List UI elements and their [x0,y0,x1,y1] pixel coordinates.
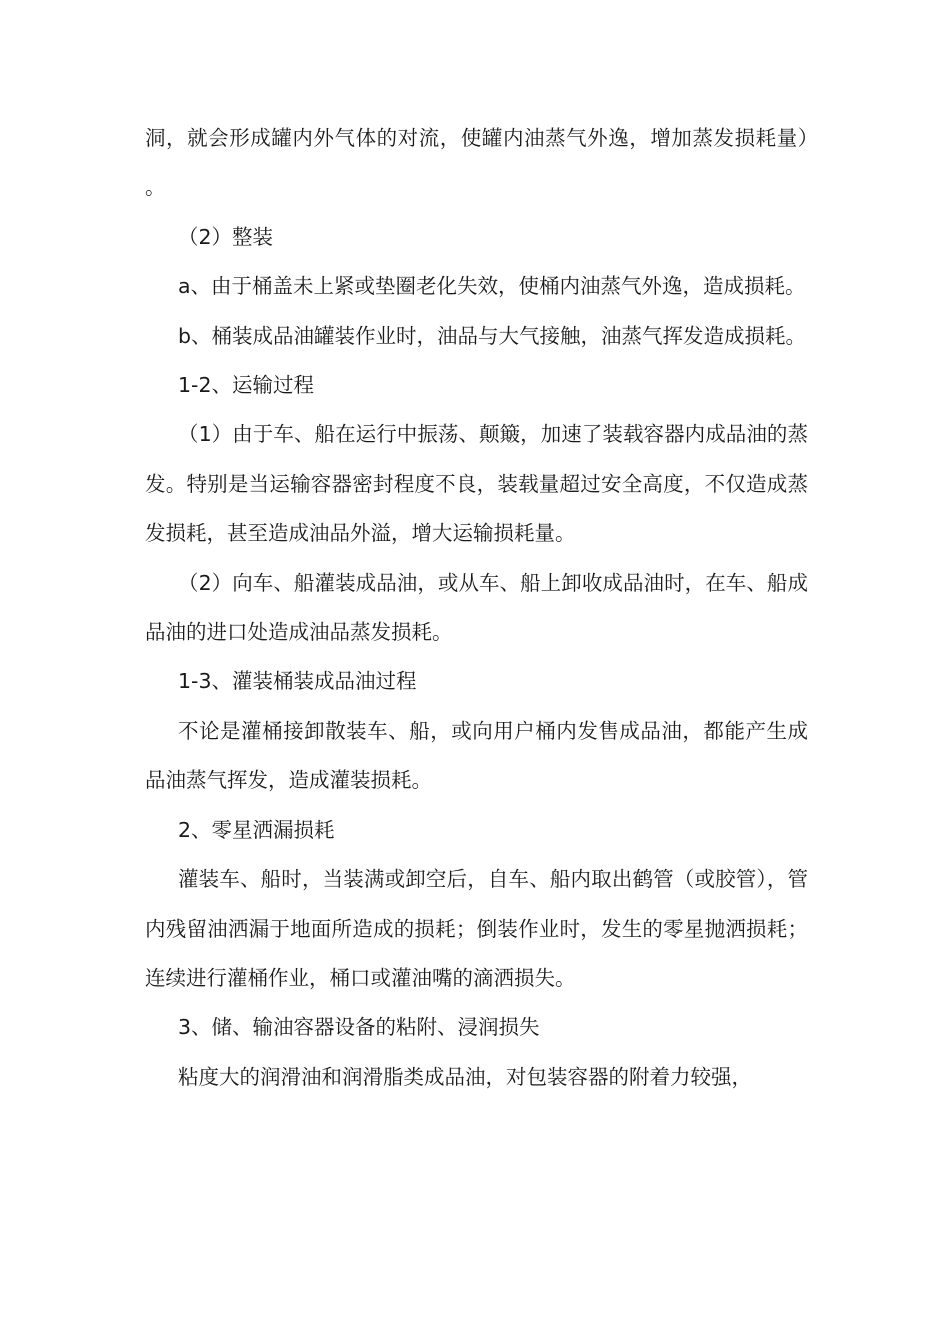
paragraph-item-a: a、由于桶盖未上紧或垫圈老化失效，使桶内油蒸气外逸，造成损耗。 [178,274,806,299]
heading-barrel-filling: 1-3、灌装桶装成品油过程 [178,669,417,694]
heading-transport-process: 1-2、运输过程 [178,373,314,398]
paragraph-spill-loss: 灌装车、船时，当装满或卸空后，自车、船内取出鹤管（或胶管），管内残留油洒漏于地面所造成的损耗；倒装作业时，发生的零星抛洒损耗；连续进行灌桶作业，桶口或灌油嘴的滴洒损失。 [145,867,808,990]
paragraph-adhesion-loss: 粘度大的润滑油和润滑脂类成品油，对包装容器的附着力较强， [178,1064,752,1089]
paragraph-transport-1: （1）由于车、船在运行中振荡、颠簸，加速了装载容器内成品油的蒸发。特别是当运输容器密封程度不良，装载量超过安全高度，不仅造成蒸发损耗，甚至造成油品外溢，增大运输损耗量。 [145,422,808,546]
paragraph-item-b: b、桶装成品油罐装作业时，油品与大气接触，油蒸气挥发造成损耗。 [178,323,807,348]
paragraph-transport-2: （2）向车、船灌装成品油，或从车、船上卸收成品油时，在车、船成品油的进口处造成油品蒸发损耗。 [145,570,808,645]
paragraph-1: 洞，就会形成罐内外气体的对流，使罐内油蒸气外逸，增加蒸发损耗量）。 [145,126,808,200]
paragraph-barrel-filling: 不论是灌桶接卸散装车、船，或向用户桶内发售成品油，都能产生成品油蒸气挥发，造成灌装损耗。 [145,718,808,793]
heading-spill-loss: 2、零星洒漏损耗 [178,817,335,842]
heading-packaged: （2）整装 [178,224,274,249]
document-body [145,114,808,1102]
heading-adhesion-loss: 3、储、输油容器设备的粘附、浸润损失 [178,1015,540,1040]
